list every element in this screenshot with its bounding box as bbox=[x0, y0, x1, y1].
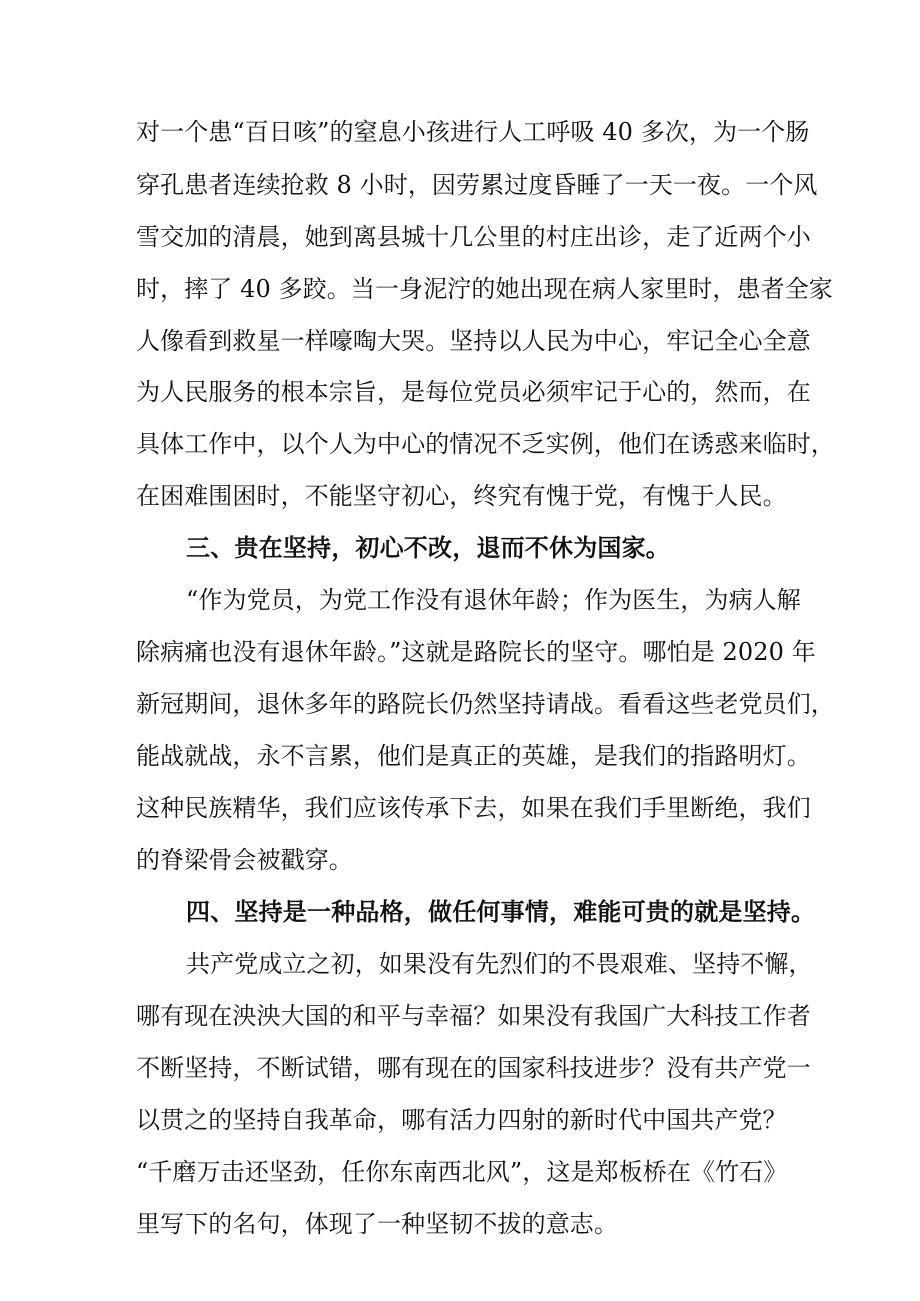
text-line: 为人民服务的根本宗旨，是每位党员必须牢记于心的，然而，在 bbox=[136, 378, 811, 406]
section-heading: 三、贵在坚持，初心不改，退而不休为国家。 bbox=[186, 534, 670, 562]
text-line: 共产党成立之初，如果没有先烈们的不畏艰难、坚持不懈， bbox=[186, 950, 813, 978]
text-line: 穿孔患者连续抢救 8 小时，因劳累过度昏睡了一天一夜。一个风 bbox=[136, 171, 818, 199]
text-line: 具体工作中，以个人为中心的情况不乏实例，他们在诱惑来临时， bbox=[136, 430, 835, 458]
text-line: 哪有现在泱泱大国的和平与幸福？如果没有我国广大科技工作者 bbox=[136, 1002, 811, 1030]
text-line: 除病痛也没有退休年龄。”这就是路院长的坚守。哪怕是 2020 年 bbox=[136, 638, 816, 666]
text-line: “作为党员，为党工作没有退休年龄；作为医生，为病人解 bbox=[186, 586, 801, 614]
text-line: “千磨万击还坚劲，任你东南西北风”，这是郑板桥在《竹石》 bbox=[136, 1158, 788, 1186]
text-line: 在困难围困时，不能坚守初心，终究有愧于党，有愧于人民。 bbox=[136, 482, 787, 510]
section-heading: 四、坚持是一种品格，做任何事情，难能可贵的就是坚持。 bbox=[186, 898, 816, 926]
text-line: 的脊梁骨会被戳穿。 bbox=[136, 846, 353, 874]
text-line: 能战就战，永不言累，他们是真正的英雄，是我们的指路明灯。 bbox=[136, 742, 811, 770]
text-line: 时，摔了 40 多跤。当一身泥泞的她出现在病人家里时，患者全家 bbox=[136, 275, 833, 303]
text-line: 以贯之的坚持自我革命，哪有活力四射的新时代中国共产党？ bbox=[136, 1106, 787, 1134]
text-line: 对一个患“百日咳”的窒息小孩进行人工呼吸 40 多次，为一个肠 bbox=[136, 118, 810, 146]
text-line: 这种民族精华，我们应该传承下去，如果在我们手里断绝，我们 bbox=[136, 794, 811, 822]
text-line: 里写下的名句，体现了一种坚韧不拔的意志。 bbox=[136, 1210, 618, 1238]
text-line: 雪交加的清晨，她到离县城十几公里的村庄出诊，走了近两个小 bbox=[136, 223, 811, 251]
text-line: 新冠期间，退休多年的路院长仍然坚持请战。看看这些老党员们， bbox=[136, 690, 835, 718]
text-line: 人像看到救星一样嚎啕大哭。坚持以人民为中心，牢记全心全意 bbox=[136, 327, 811, 355]
text-line: 不断坚持，不断试错，哪有现在的国家科技进步？没有共产党一 bbox=[136, 1054, 811, 1082]
